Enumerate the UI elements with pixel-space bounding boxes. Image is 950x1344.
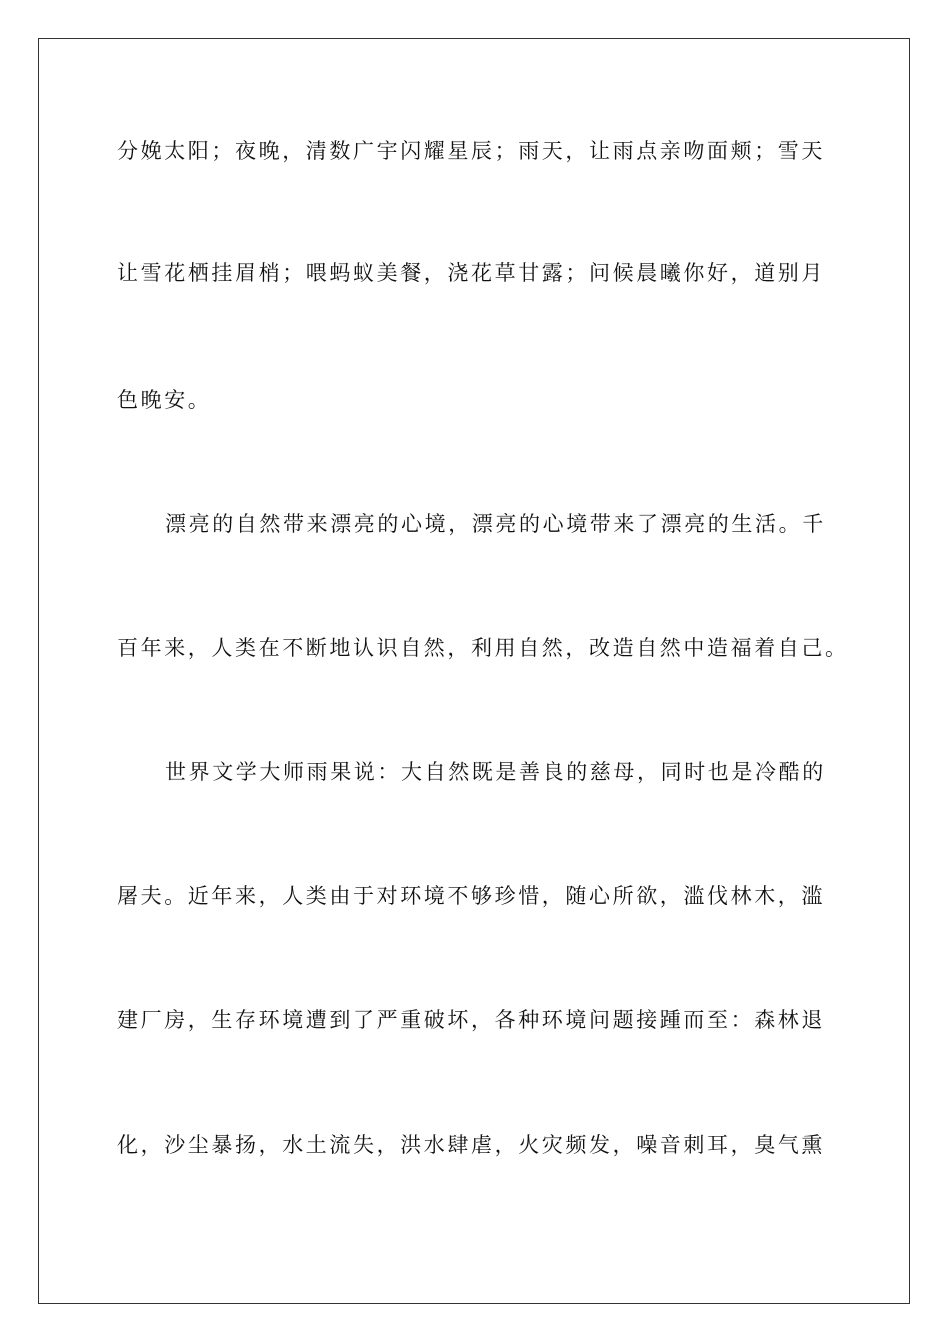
page-border <box>38 38 910 1304</box>
body-text-line: 建厂房，生存环境遭到了严重破坏，各种环境问题接踵而至：森林退 <box>117 1008 825 1032</box>
body-text-line: 化，沙尘暴扬，水土流失，洪水肆虐，火灾频发，噪音刺耳，臭气熏 <box>117 1133 825 1157</box>
body-text-line: 百年来，人类在不断地认识自然，利用自然，改造自然中造福着自己。 <box>117 636 849 660</box>
paragraph-start-line: 漂亮的自然带来漂亮的心境，漂亮的心境带来了漂亮的生活。千 <box>165 512 826 536</box>
body-text-line: 让雪花栖挂眉梢；喂蚂蚁美餐，浇花草甘露；问候晨曦你好，道别月 <box>117 261 825 285</box>
body-text-line: 分娩太阳；夜晚，清数广宇闪耀星辰；雨天，让雨点亲吻面颊；雪天 <box>117 139 825 163</box>
body-text-line: 屠夫。近年来，人类由于对环境不够珍惜，随心所欲，滥伐林木，滥 <box>117 884 825 908</box>
body-text-line: 色晚安。 <box>117 388 212 412</box>
paragraph-start-line: 世界文学大师雨果说：大自然既是善良的慈母，同时也是冷酷的 <box>165 760 826 784</box>
